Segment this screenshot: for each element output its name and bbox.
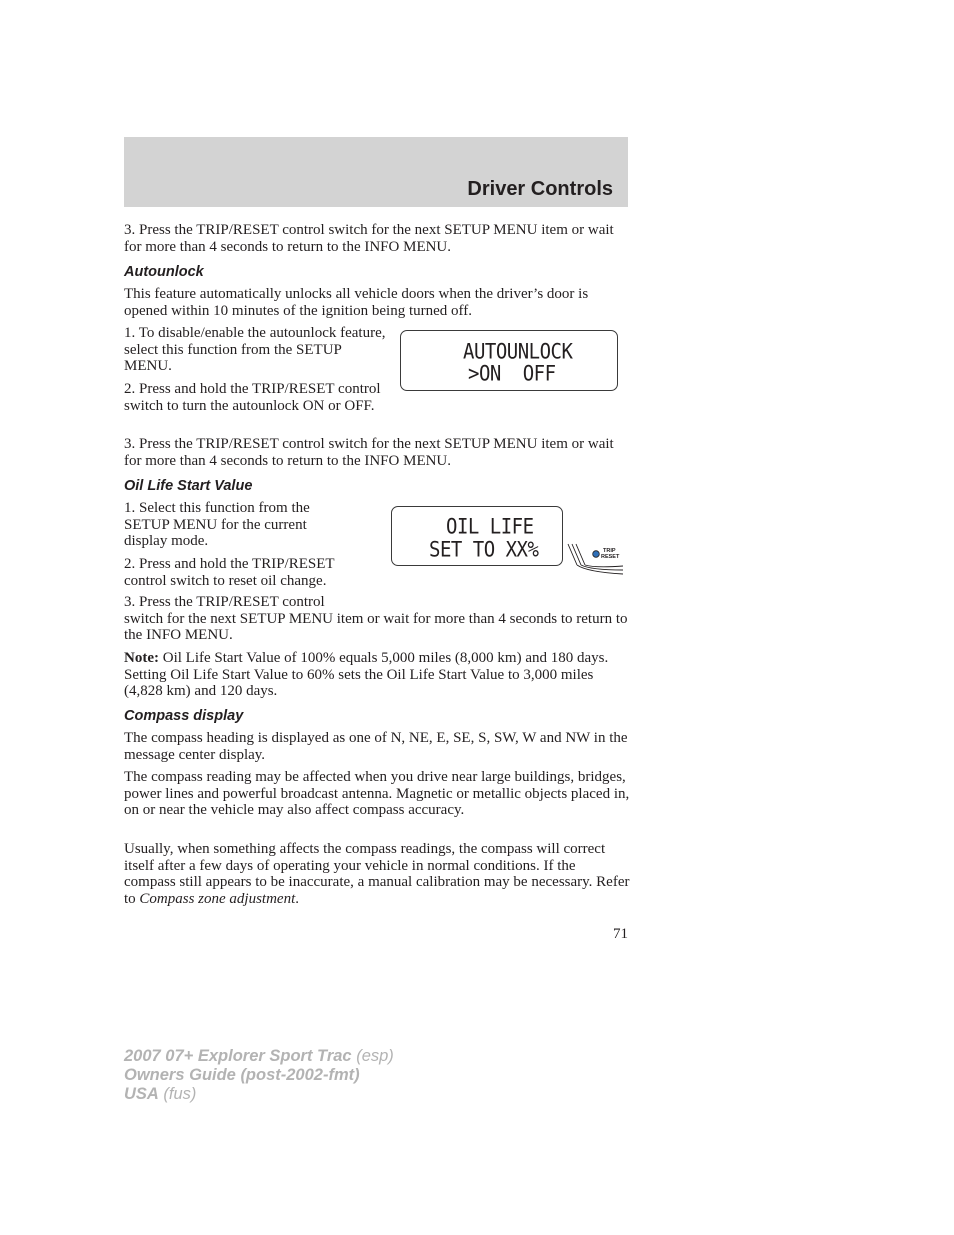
trip-reset-button-illustration xyxy=(565,541,627,579)
footer-line-2 xyxy=(124,1066,394,1085)
footer-guide: Owners Guide (post-2002-fmt) xyxy=(124,1066,360,1084)
footer-model: 2007 07+ Explorer Sport Trac xyxy=(124,1047,352,1065)
paragraph-oil-life-step3 xyxy=(124,594,630,644)
document-footer xyxy=(124,1047,394,1104)
paragraph-oil-life-note xyxy=(124,650,630,700)
note-label: Note: xyxy=(124,650,159,666)
footer-market: USA xyxy=(124,1085,159,1103)
paragraph-autounlock-step1: 1. To disable/enable the autounlock feature, select this function from the SETUP MENU. xyxy=(124,325,386,374)
paragraph-compass-2: The compass reading may be affected when you drive near large buildings, bridges, power lines and powerful broadcast antenna. Magnetic or metallic objects placed in, on or near the vehicle may also affect compass accuracy. xyxy=(124,769,630,818)
page-number: 71 xyxy=(613,926,628,942)
footer-market-code: (fus) xyxy=(158,1085,197,1103)
footer-line-3 xyxy=(124,1085,394,1104)
paragraph-compass-1: The compass heading is displayed as one of N, NE, E, SE, S, SW, W and NW in the message center display. xyxy=(124,730,628,763)
paragraph-oil-life-step1: 1. Select this function from the SETUP MENU for the current display mode. xyxy=(124,500,310,549)
paragraph-autounlock-step2: 2. Press and hold the TRIP/RESET control switch to turn the autounlock ON or OFF. xyxy=(124,381,381,414)
paragraph-step3-intro: 3. Press the TRIP/RESET control switch for the next SETUP MENU item or wait for more than 4 seconds to return to the INFO MENU. xyxy=(124,222,614,255)
footer-line-1 xyxy=(124,1047,394,1066)
heading-autounlock: Autounlock xyxy=(124,264,204,280)
paragraph-compass-3 xyxy=(124,841,630,907)
button-label-reset: RESET xyxy=(601,554,620,560)
compass-3-text: Usually, when something affects the compass readings, the compass will correct itself after a few days of operating your vehicle in normal conditions. If the compass still appears to be inaccurate, a manual calibration may be necessary. Refer to xyxy=(124,841,630,907)
lcd-line-1: AUTOUNLOCK xyxy=(463,339,573,365)
hatch-line xyxy=(572,544,581,565)
lcd-line-1: OIL LIFE xyxy=(446,514,534,540)
button-label-trip: TRIP xyxy=(603,548,616,554)
hatch-line xyxy=(568,544,577,565)
heading-compass-display: Compass display xyxy=(124,708,244,724)
paragraph-autounlock-description: This feature automatically unlocks all vehicle doors when the driver’s door is opened within 10 minutes of the ignition being turned off. xyxy=(124,286,589,319)
step3-line-a: 3. Press the TRIP/RESET control xyxy=(124,594,325,610)
oil-life-lcd-display xyxy=(391,506,563,566)
autounlock-lcd-display xyxy=(400,330,618,391)
section-header-band xyxy=(124,137,628,207)
heading-oil-life-start-value: Oil Life Start Value xyxy=(124,478,253,494)
compass-zone-adjustment-reference: Compass zone adjustment xyxy=(139,890,296,907)
step3-line-b: switch for the next SETUP MENU item or wait for more than 4 seconds to return to the INFO MENU. xyxy=(124,610,628,643)
trip-reset-button-icon xyxy=(593,551,600,558)
lcd-line-2: >ON OFF xyxy=(468,361,556,387)
paragraph-autounlock-step3: 3. Press the TRIP/RESET control switch for the next SETUP MENU item or wait for more than 4 seconds to return to the INFO MENU. xyxy=(124,436,614,469)
paragraph-oil-life-step2: 2. Press and hold the TRIP/RESET control switch to reset oil change. xyxy=(124,556,335,589)
compass-3-end: . xyxy=(295,890,300,907)
panel-edge-line xyxy=(585,565,623,567)
lcd-line-2: SET TO XX% xyxy=(429,537,539,563)
note-text: Oil Life Start Value of 100% equals 5,000 miles (8,000 km) and 180 days. Setting Oil Life Start Value to 60% sets the Oil Life Start Value to 3,000 miles (4,828 km) and 120 days. xyxy=(124,650,609,699)
hatch-line xyxy=(576,544,585,565)
footer-model-code: (esp) xyxy=(351,1047,394,1065)
section-title: Driver Controls xyxy=(467,178,613,200)
